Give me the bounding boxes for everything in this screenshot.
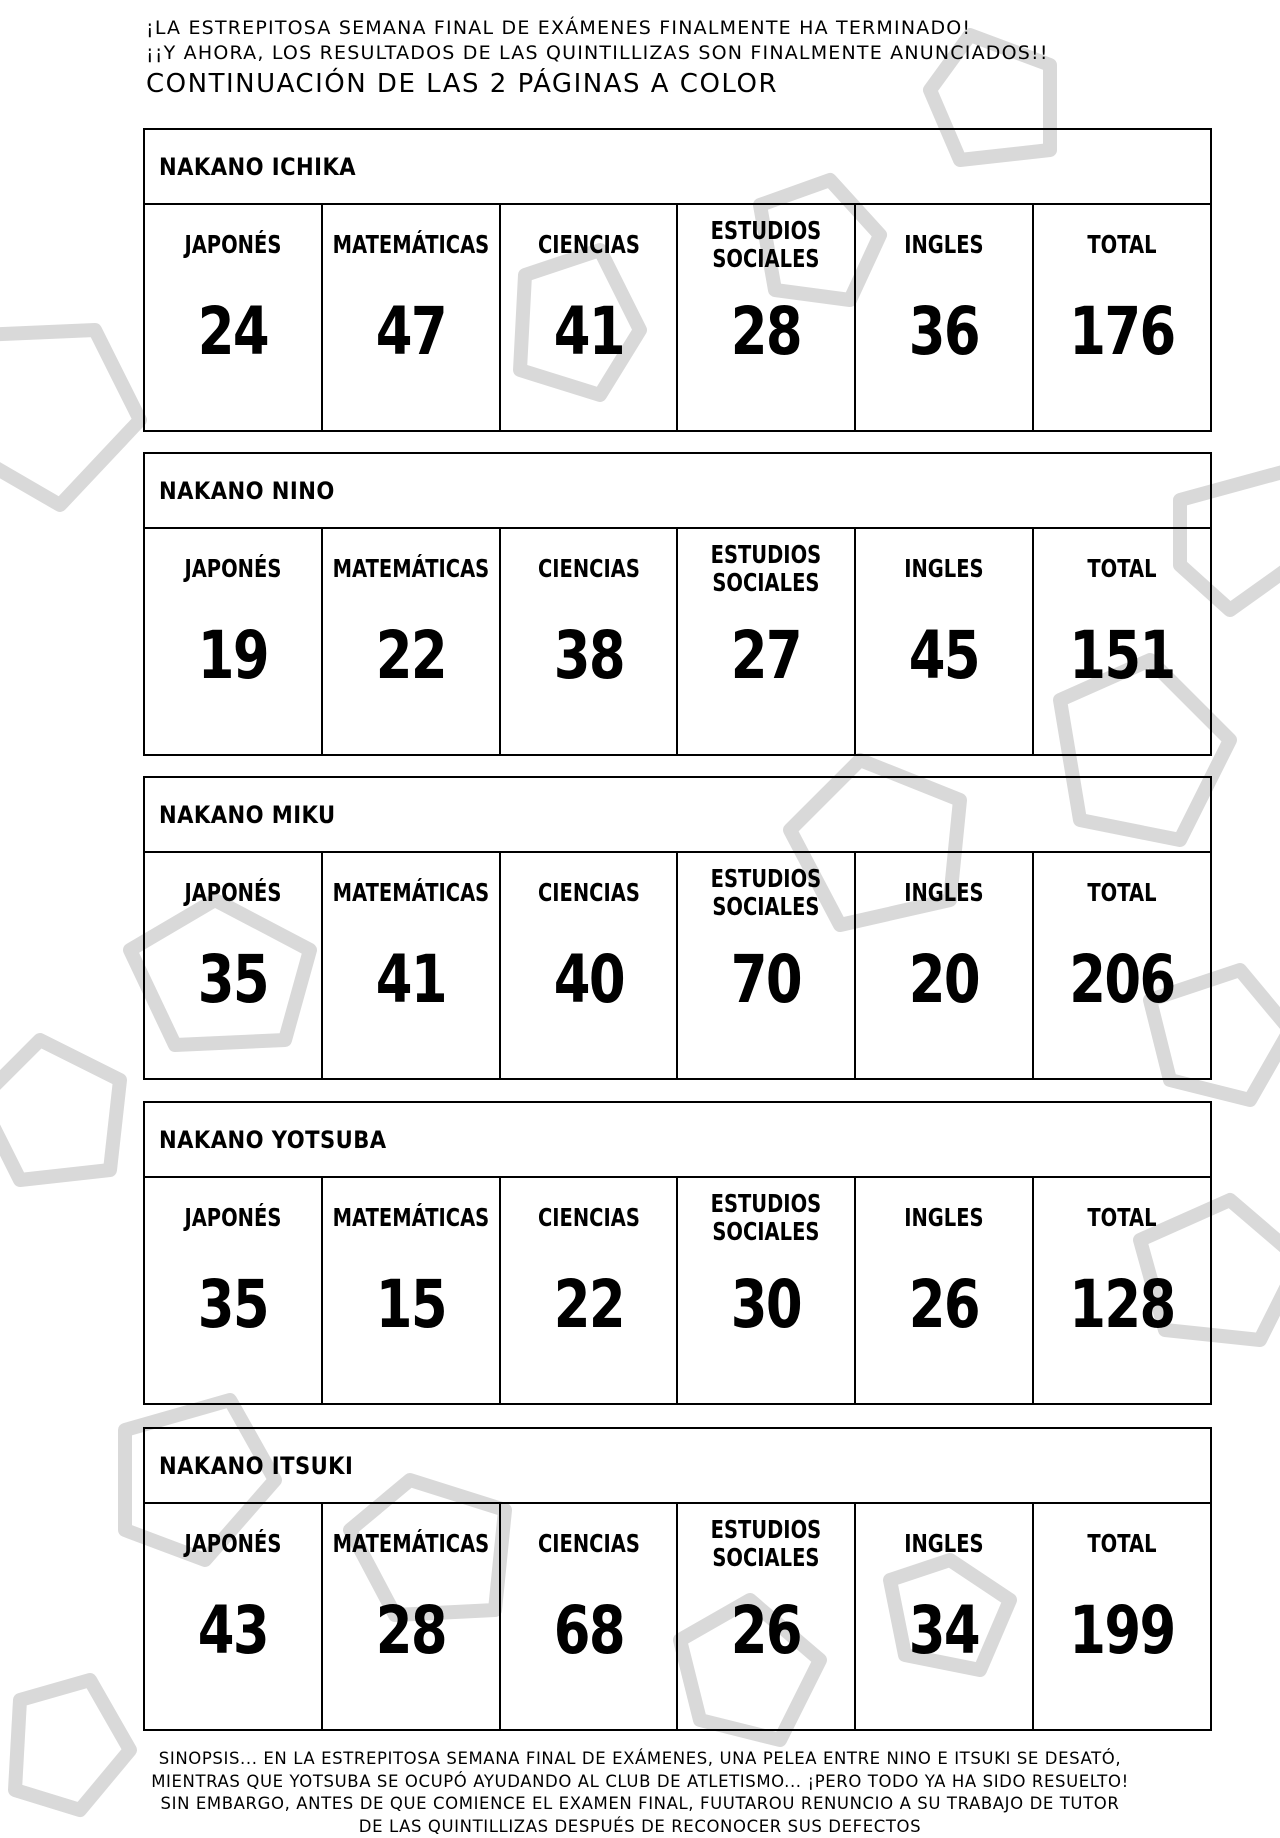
- student-name-row: [145, 130, 1210, 205]
- subject-label: INGLES: [904, 554, 984, 583]
- score-value: 40: [553, 941, 624, 1018]
- subject-label: TOTAL: [1087, 1203, 1157, 1232]
- score-value: 28: [731, 293, 802, 370]
- subject-label: ESTUDIOS SOCIALES: [711, 1189, 822, 1246]
- synopsis-line-4: DE LAS QUINTILLIZAS DESPUÉS DE RECONOCER SUS DEFECTOS: [358, 1816, 922, 1836]
- score-cell-total: [1034, 1178, 1210, 1403]
- score-cell-science: [501, 529, 679, 754]
- score-value: 35: [197, 1266, 269, 1343]
- score-value: 45: [909, 617, 980, 694]
- synopsis-line-1: SINOPSIS... EN LA ESTREPITOSA SEMANA FINAL DE EXÁMENES, UNA PELEA ENTRE NINO E ITSUKI SE DESATÓ,: [158, 1749, 1122, 1768]
- score-cell-science: [501, 1178, 679, 1403]
- scores-row: [145, 853, 1210, 1078]
- student-name: NAKANO YOTSUBA: [159, 1125, 387, 1154]
- subject-label: CIENCIAS: [537, 878, 640, 907]
- score-value: 35: [197, 941, 269, 1018]
- score-cell-total: [1034, 205, 1210, 430]
- subject-label: JAPONÉS: [184, 878, 282, 907]
- synopsis-line-3: SIN EMBARGO, ANTES DE QUE COMIENCE EL EXAMEN FINAL, FUUTAROU RENUNCIO A SU TRABAJO DE TUTOR: [160, 1794, 1120, 1813]
- intro-line-2: ¡¡Y AHORA, LOS RESULTADOS DE LAS QUINTILLIZAS SON FINALMENTE ANUNCIADOS!!: [146, 42, 1049, 64]
- subject-label: INGLES: [904, 1203, 984, 1232]
- score-cell-social-studies: [678, 853, 856, 1078]
- score-cell-science: [501, 205, 679, 430]
- student-results-table: [143, 128, 1212, 432]
- subject-label: TOTAL: [1087, 1529, 1157, 1558]
- score-cell-science: [501, 853, 679, 1078]
- subject-label: CIENCIAS: [537, 230, 640, 259]
- subject-label: ESTUDIOS SOCIALES: [711, 216, 822, 273]
- intro-text: [146, 16, 1049, 99]
- score-value: 47: [375, 293, 446, 370]
- score-value: 34: [909, 1592, 980, 1669]
- scores-row: [145, 1504, 1210, 1729]
- score-cell-social-studies: [678, 1504, 856, 1729]
- subject-label: ESTUDIOS SOCIALES: [711, 1515, 822, 1572]
- background-pentagon: [0, 330, 140, 505]
- subject-label: TOTAL: [1087, 878, 1157, 907]
- subject-label: ESTUDIOS SOCIALES: [711, 864, 822, 921]
- score-cell-social-studies: [678, 1178, 856, 1403]
- score-cell-total: [1034, 853, 1210, 1078]
- subject-label: CIENCIAS: [537, 1203, 640, 1232]
- score-cell-english: [856, 1504, 1034, 1729]
- score-value: 24: [197, 293, 269, 370]
- score-value: 30: [731, 1266, 802, 1343]
- student-name: NAKANO ITSUKI: [159, 1451, 354, 1480]
- student-results-table: [143, 776, 1212, 1080]
- score-cell-japanese: [145, 205, 323, 430]
- student-name-row: [145, 1103, 1210, 1178]
- intro-line-1: ¡LA ESTREPITOSA SEMANA FINAL DE EXÁMENES FINALMENTE HA TERMINADO!: [146, 17, 972, 39]
- score-value: 43: [197, 1592, 269, 1669]
- student-results-table: [143, 1427, 1212, 1731]
- score-cell-english: [856, 853, 1034, 1078]
- score-cell-science: [501, 1504, 679, 1729]
- score-cell-japanese: [145, 853, 323, 1078]
- score-value: 128: [1069, 1266, 1175, 1343]
- score-value: 38: [553, 617, 624, 694]
- subject-label: ESTUDIOS SOCIALES: [711, 540, 822, 597]
- background-pentagon: [15, 1680, 130, 1810]
- score-value: 22: [553, 1266, 624, 1343]
- subject-label: JAPONÉS: [184, 554, 282, 583]
- score-cell-english: [856, 529, 1034, 754]
- score-cell-math: [323, 1178, 501, 1403]
- score-value: 36: [909, 293, 980, 370]
- student-name: NAKANO MIKU: [159, 800, 336, 829]
- score-cell-english: [856, 1178, 1034, 1403]
- scores-row: [145, 205, 1210, 430]
- subject-label: CIENCIAS: [537, 1529, 640, 1558]
- student-name-row: [145, 454, 1210, 529]
- student-name: NAKANO NINO: [159, 476, 335, 505]
- subject-label: INGLES: [904, 230, 984, 259]
- score-value: 19: [197, 617, 269, 694]
- score-value: 151: [1069, 617, 1175, 694]
- student-results-table: [143, 1101, 1212, 1405]
- score-value: 70: [731, 941, 802, 1018]
- score-cell-math: [323, 205, 501, 430]
- synopsis-line-2: MIENTRAS QUE YOTSUBA SE OCUPÓ AYUDANDO AL CLUB DE ATLETISMO... ¡PERO TODO YA HA SIDO RESUELTO!: [151, 1771, 1129, 1791]
- score-cell-math: [323, 529, 501, 754]
- synopsis: [120, 1748, 1160, 1838]
- score-value: 68: [553, 1592, 624, 1669]
- subject-label: JAPONÉS: [184, 230, 282, 259]
- score-cell-math: [323, 1504, 501, 1729]
- score-value: 27: [731, 617, 802, 694]
- subject-label: JAPONÉS: [184, 1203, 282, 1232]
- subject-label: INGLES: [904, 1529, 984, 1558]
- subject-label: MATEMÁTICAS: [332, 230, 490, 259]
- score-value: 20: [909, 941, 980, 1018]
- score-value: 26: [909, 1266, 980, 1343]
- score-cell-math: [323, 853, 501, 1078]
- subject-label: MATEMÁTICAS: [332, 1203, 490, 1232]
- background-pentagon: [0, 1040, 120, 1180]
- scores-row: [145, 529, 1210, 754]
- subject-label: MATEMÁTICAS: [332, 554, 490, 583]
- subject-label: TOTAL: [1087, 230, 1157, 259]
- score-value: 15: [375, 1266, 446, 1343]
- score-value: 41: [553, 293, 624, 370]
- score-cell-social-studies: [678, 529, 856, 754]
- score-cell-japanese: [145, 1504, 323, 1729]
- student-name: NAKANO ICHIKA: [159, 152, 357, 181]
- score-value: 22: [375, 617, 446, 694]
- subject-label: JAPONÉS: [184, 1529, 282, 1558]
- score-cell-japanese: [145, 1178, 323, 1403]
- score-value: 28: [375, 1592, 446, 1669]
- student-name-row: [145, 1429, 1210, 1504]
- continuation-heading: CONTINUACIÓN DE LAS 2 PÁGINAS A COLOR: [146, 69, 779, 99]
- subject-label: TOTAL: [1087, 554, 1157, 583]
- scores-row: [145, 1178, 1210, 1403]
- score-cell-social-studies: [678, 205, 856, 430]
- score-cell-japanese: [145, 529, 323, 754]
- score-value: 26: [731, 1592, 802, 1669]
- score-value: 199: [1069, 1592, 1175, 1669]
- subject-label: MATEMÁTICAS: [332, 1529, 490, 1558]
- score-value: 176: [1069, 293, 1175, 370]
- subject-label: INGLES: [904, 878, 984, 907]
- subject-label: MATEMÁTICAS: [332, 878, 490, 907]
- student-results-table: [143, 452, 1212, 756]
- score-value: 41: [375, 941, 446, 1018]
- score-cell-total: [1034, 529, 1210, 754]
- score-cell-total: [1034, 1504, 1210, 1729]
- score-cell-english: [856, 205, 1034, 430]
- subject-label: CIENCIAS: [537, 554, 640, 583]
- student-name-row: [145, 778, 1210, 853]
- score-value: 206: [1069, 941, 1175, 1018]
